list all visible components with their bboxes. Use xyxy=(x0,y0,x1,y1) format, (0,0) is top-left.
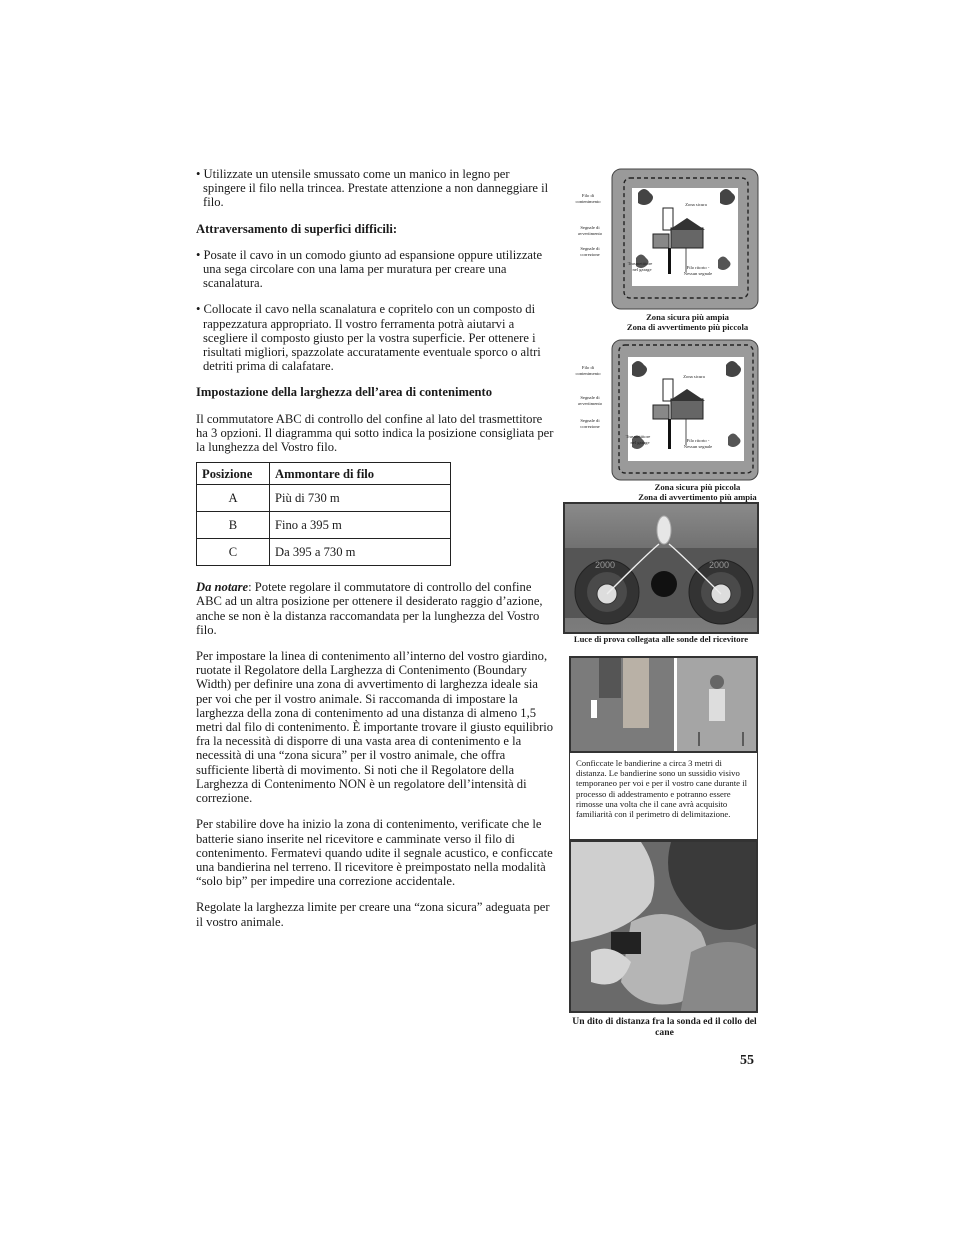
collar-caption: Un dito di distanza fra la sonda ed il collo del cane xyxy=(572,1016,757,1038)
table-cell: A xyxy=(197,485,270,512)
note-text: : Potete regolare il commutatore di controllo del confine ABC ad un altra posizione per ottenere il desiderato raggio d’azione, anche se non è la distanza raccomandata per la lunghezza del Vostro filo. xyxy=(196,580,543,637)
test-light-photo xyxy=(563,502,759,634)
svg-text:Nessun segnale: Nessun segnale xyxy=(683,271,713,276)
table-cell: Da 395 a 730 m xyxy=(270,539,451,566)
table-header-amount: Ammontare di filo xyxy=(270,463,451,485)
intro-bullet: • Utilizzate un utensile smussato come un manico in legno per spingere il filo nella trincea. Prestate attenzione a non danneggiare il filo. xyxy=(196,167,549,210)
surfaces-bullet-2: • Collocate il cavo nella scanalatura e copritelo con un composto di rappezzatura appropriato. Il vostro ferramenta potrà aiutarvi a scegliere il composto giusto per la vostra superficie. Per ottenere i risultati migliori, spazzolate accuratamente eventuale sporco o altri detriti prima di calafatare. xyxy=(196,302,541,374)
surfaces-bullet-1: • Posate il cavo in un comodo giunto ad espansione oppure utilizzate una sega circolare con una lama per muratura per creare una scanalatura. xyxy=(196,247,543,291)
svg-text:Zona sicura: Zona sicura xyxy=(683,374,705,379)
collar-image xyxy=(571,842,758,1013)
width-heading: Impostazione della larghezza dell’area di contenimento xyxy=(196,385,493,400)
svg-text:Segnale di: Segnale di xyxy=(580,418,600,423)
svg-text:avvertimento: avvertimento xyxy=(577,401,603,406)
table-cell: C xyxy=(197,539,270,566)
position-table xyxy=(196,462,451,566)
paragraph-3: Regolate la larghezza limite per creare una “zona sicura” adeguata per il vostro animale. xyxy=(196,900,550,929)
table-cell: Fino a 395 m xyxy=(270,512,451,539)
table-header-position: Posizione xyxy=(197,463,270,485)
flags-photo xyxy=(569,656,758,753)
table-row xyxy=(197,485,451,512)
diagram-1 xyxy=(568,168,760,311)
probe-label: 2000 xyxy=(709,560,730,570)
svg-text:avvertimento: avvertimento xyxy=(577,231,603,236)
caption-line: Zona di avvertimento più piccola xyxy=(626,322,749,332)
label-wire: Filo di xyxy=(581,193,595,198)
diagram-2-caption xyxy=(610,482,785,502)
label-correction: Segnale di xyxy=(580,246,600,251)
label-safe-zone: Zona sicura xyxy=(685,202,707,207)
diagram-2 xyxy=(568,339,760,482)
surfaces-heading: Attraversamento di superfici difficili: xyxy=(196,221,398,236)
page-number: 55 xyxy=(740,1053,754,1068)
svg-text:Segnale di: Segnale di xyxy=(580,395,600,400)
text-column xyxy=(196,167,554,941)
note-label: Da notare xyxy=(196,580,249,595)
flags-image xyxy=(571,658,758,753)
svg-text:correzione: correzione xyxy=(580,424,600,429)
paragraph-1: Per impostare la linea di contenimento all’interno del vostro giardino, ruotate il Regolatore della Larghezza di Contenimento (Boundary Width) per definire una zona di avvertimento di larghezza ideale sia per voi che per il vostro animale. Si raccomanda di impostare la larghezza della zona di contenimento ad una distanza di almeno 1,5 metri dal filo di contenimento. È importante trovare il giusto equilibrio fra la necessità di disporre di una vasta area di contenimento e la necessità di una “zona sicura” per il vostro animale, che offra sufficiente libertà di movimento. Si noti che il Regolatore della Larghezza di Contenimento NON è un regolatore dell’intensità di correzione. xyxy=(196,649,554,806)
caption-line: Zona sicura più ampia xyxy=(646,312,729,322)
label-transmitter: Trasmettitore xyxy=(627,261,653,266)
probe-label: 2000 xyxy=(595,560,616,570)
label-twisted: Filo ritorto - xyxy=(686,265,710,270)
svg-text:nel garage: nel garage xyxy=(630,440,650,445)
svg-text:Filo di: Filo di xyxy=(581,365,595,370)
collar-photo xyxy=(569,840,758,1013)
width-text: Il commutatore ABC di controllo del confine al lato del trasmettitore ha 3 opzioni. Il diagramma qui sotto indica la posizione consigliata per la lunghezza del Vostro filo. xyxy=(196,411,554,455)
flags-text-box: Conficcate le bandierine a circa 3 metri di distanza. Le bandierine sono un sussidio visivo temporaneo per voi e per il vostro cane durante il processo di addestramento e potranno essere rimosse una volta che il cane avrà acquisito familiarità con il perimetro di delimitazione. xyxy=(569,752,758,840)
table-cell: Più di 730 m xyxy=(270,485,451,512)
table-row xyxy=(197,539,451,566)
receiver-probes-image xyxy=(565,504,759,634)
caption-line: Zona di avvertimento più ampia xyxy=(638,492,757,502)
test-light-caption: Luce di prova collegata alle sonde del ricevitore xyxy=(573,634,749,644)
paragraph-2: Per stabilire dove ha inizio la zona di contenimento, verificate che le batterie siano inserite nel ricevitore e camminate verso il filo di contenimento. Fermatevi quando udite il segnale acustico, e conficcate una bandierina nel terreno. Il ricevitore è preimpostato nella modalità “solo bip” per impedire una correzione accidentale. xyxy=(196,817,553,889)
label-warning: Segnale di xyxy=(580,225,600,230)
table-cell: B xyxy=(197,512,270,539)
svg-text:contenimento: contenimento xyxy=(575,199,601,204)
diagram-1-caption xyxy=(600,312,775,332)
svg-text:Trasmettitore: Trasmettitore xyxy=(625,434,651,439)
svg-text:nel garage: nel garage xyxy=(632,267,652,272)
table-row xyxy=(197,512,451,539)
svg-text:Filo ritorto -: Filo ritorto - xyxy=(686,438,710,443)
caption-line: Zona sicura più piccola xyxy=(654,482,741,492)
note-paragraph xyxy=(196,580,554,637)
svg-text:contenimento: contenimento xyxy=(575,371,601,376)
svg-text:Nessun segnale: Nessun segnale xyxy=(683,444,713,449)
svg-text:correzione: correzione xyxy=(580,252,600,257)
